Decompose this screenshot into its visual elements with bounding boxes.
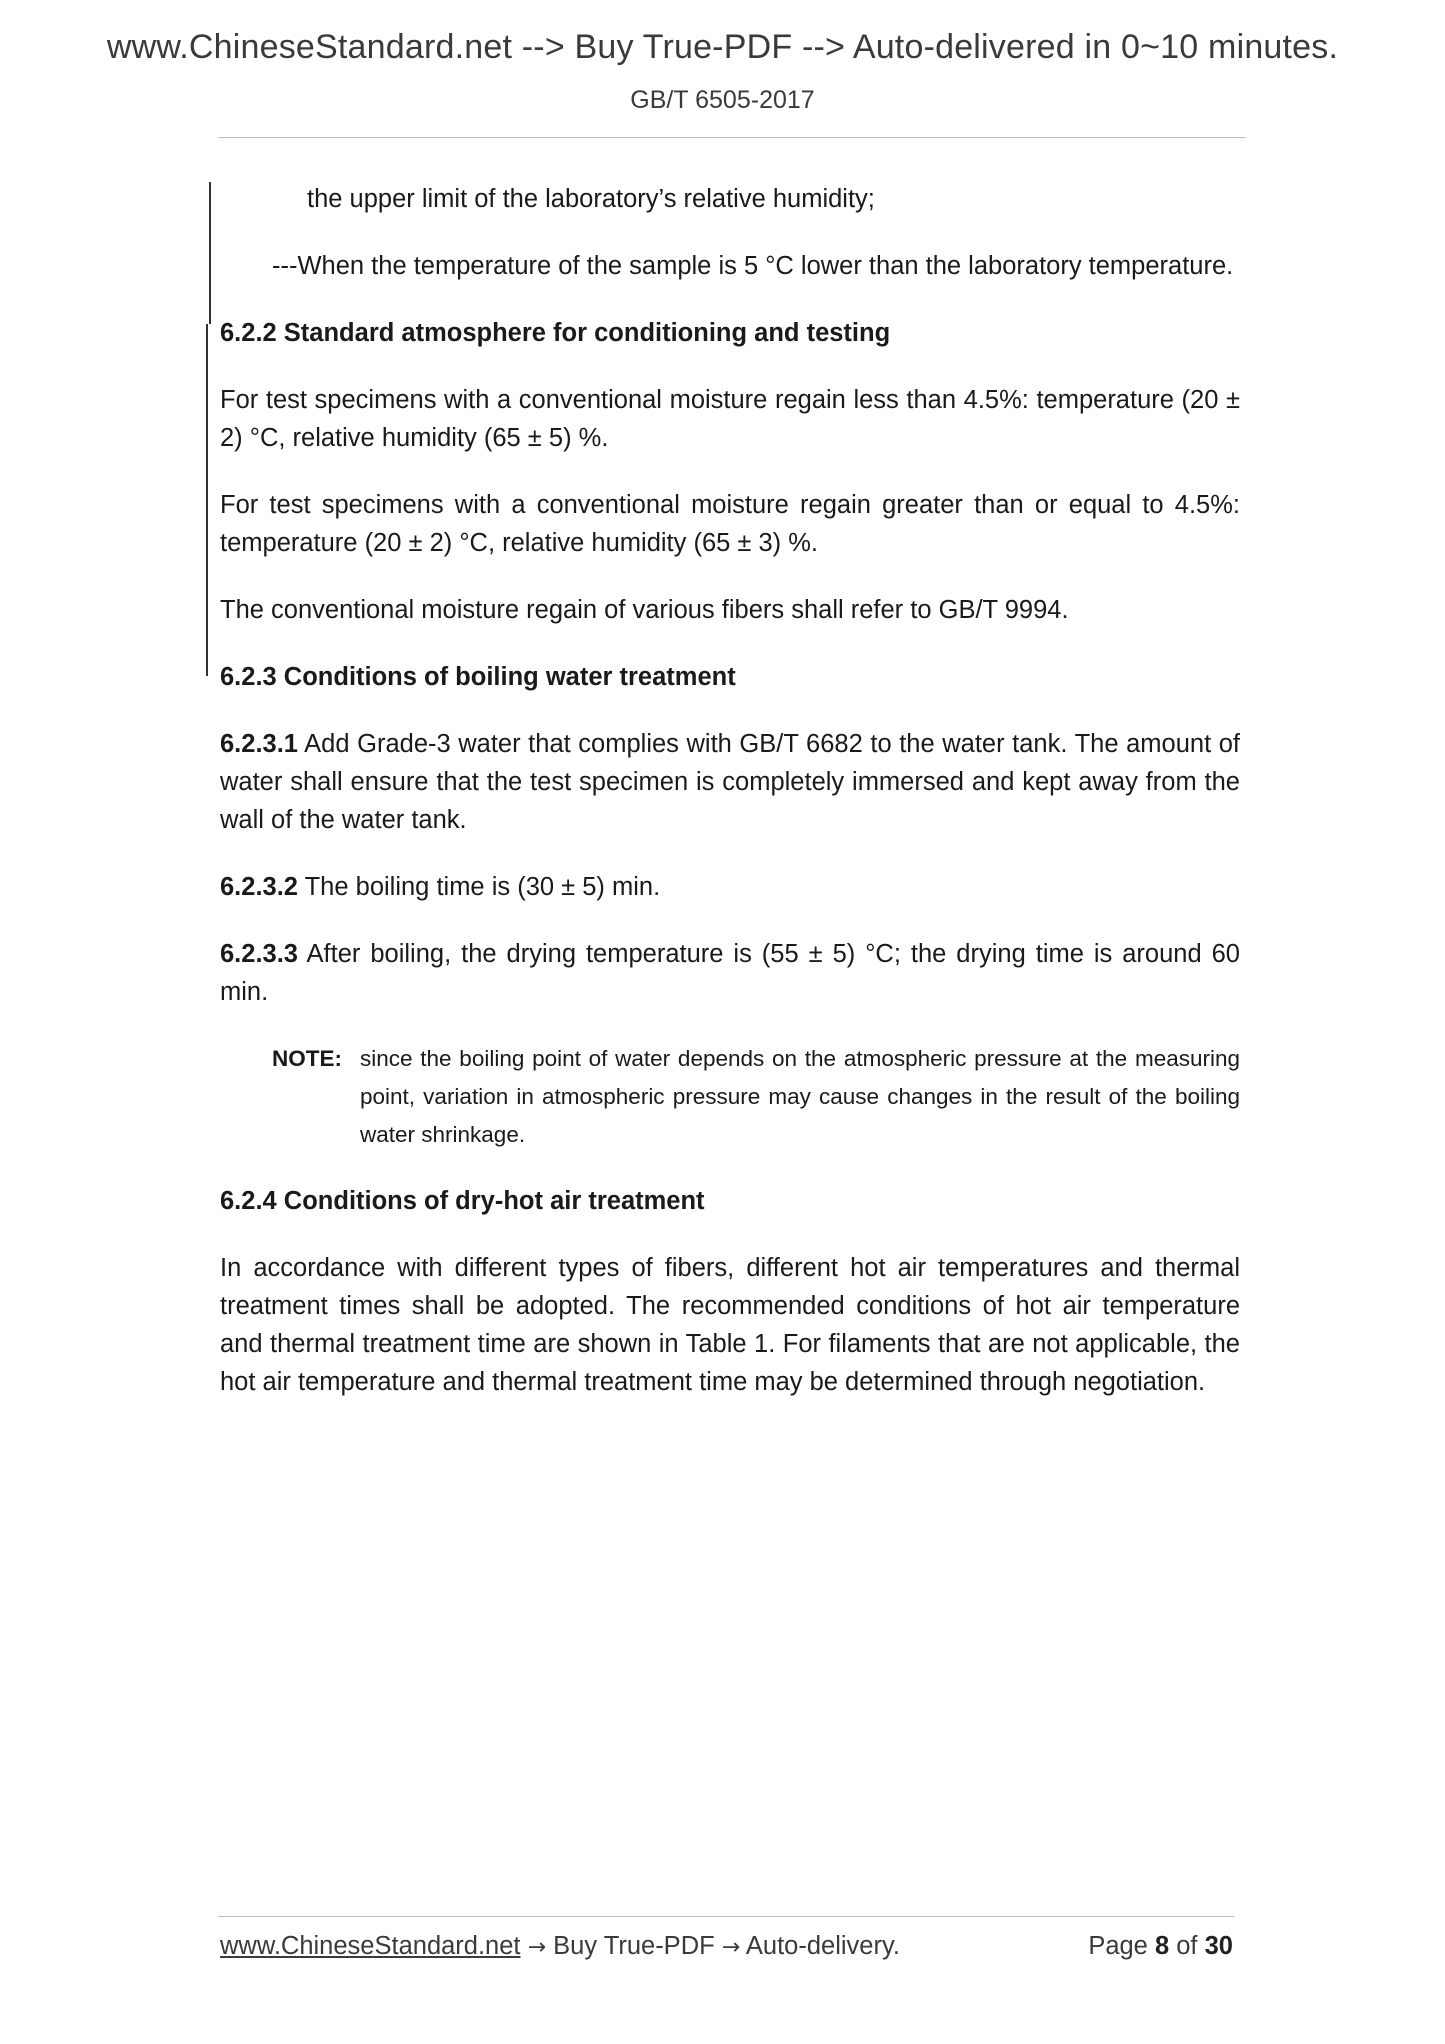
arrow-right-icon: → <box>721 1935 741 1960</box>
clause <box>220 725 1240 839</box>
arrow-right-icon: → <box>527 1935 547 1960</box>
header-rule <box>218 137 1246 138</box>
total-pages: 30 <box>1204 1932 1233 1960</box>
change-bar <box>209 182 211 324</box>
of-label: of <box>1176 1932 1198 1960</box>
footer-buy-text: Buy True-PDF <box>553 1932 715 1960</box>
note <box>272 1040 1240 1154</box>
paragraph: ---When the temperature of the sample is 5 °C lower than the laboratory temperature. <box>272 252 1234 280</box>
page-content <box>220 180 1240 1430</box>
footer-delivery-text: Auto-delivery. <box>745 1932 900 1960</box>
section-heading: 6.2.3 Conditions of boiling water treatment <box>220 663 736 691</box>
note-label: NOTE: <box>272 1046 342 1071</box>
top-banner: www.ChineseStandard.net --> Buy True-PDF --> Auto-delivered in 0~10 minutes. <box>106 28 1339 66</box>
clause-number: 6.2.3.2 <box>220 873 298 901</box>
paragraph: In accordance with different types of fibers, different hot air temperatures and thermal treatment times shall be adopted. The recommended conditions of hot air temperature and thermal treatment time are shown in Table 1. For filaments that are not applicable, the hot air temperature and thermal treatment time may be determined through negotiation. <box>220 1254 1240 1396</box>
paragraph: For test specimens with a conventional moisture regain greater than or equal to 4.5%: temperature (20 ± 2) °C, relative humidity (65 ± 3) %. <box>220 491 1240 557</box>
page-indicator <box>1088 1932 1233 1961</box>
section-heading: 6.2.2 Standard atmosphere for conditioning and testing <box>220 319 891 347</box>
clause-text: Add Grade-3 water that complies with GB/T 6682 to the water tank. The amount of water shall ensure that the test specimen is completely immersed and kept away from the wall of the water tank. <box>220 730 1240 834</box>
paragraph: For test specimens with a conventional moisture regain less than 4.5%: temperature (20 ± 2) °C, relative humidity (65 ± 5) %. <box>220 386 1240 452</box>
clause <box>220 868 1240 906</box>
footer <box>220 1932 1233 1961</box>
section-heading: 6.2.4 Conditions of dry-hot air treatment <box>220 1187 705 1215</box>
clause <box>220 935 1240 1011</box>
paragraph: The conventional moisture regain of various fibers shall refer to GB/T 9994. <box>220 596 1069 624</box>
page-label: Page <box>1088 1932 1148 1960</box>
page-number: 8 <box>1154 1932 1170 1960</box>
footer-site-link[interactable]: www.ChineseStandard.net <box>220 1932 521 1960</box>
clause-text: After boiling, the drying temperature is (55 ± 5) °C; the drying time is around 60 min. <box>220 940 1240 1006</box>
note-text: since the boiling point of water depends on the atmospheric pressure at the measuring point, variation in atmospheric pressure may cause changes in the result of the boiling water shrinkage. <box>360 1046 1240 1147</box>
document-number: GB/T 6505-2017 <box>630 86 815 114</box>
change-bar <box>206 324 208 676</box>
paragraph: the upper limit of the laboratory’s relative humidity; <box>307 185 875 213</box>
clause-number: 6.2.3.3 <box>220 940 298 968</box>
footer-rule <box>218 1916 1234 1917</box>
clause-number: 6.2.3.1 <box>220 730 298 758</box>
clause-text: The boiling time is (30 ± 5) min. <box>304 873 661 901</box>
